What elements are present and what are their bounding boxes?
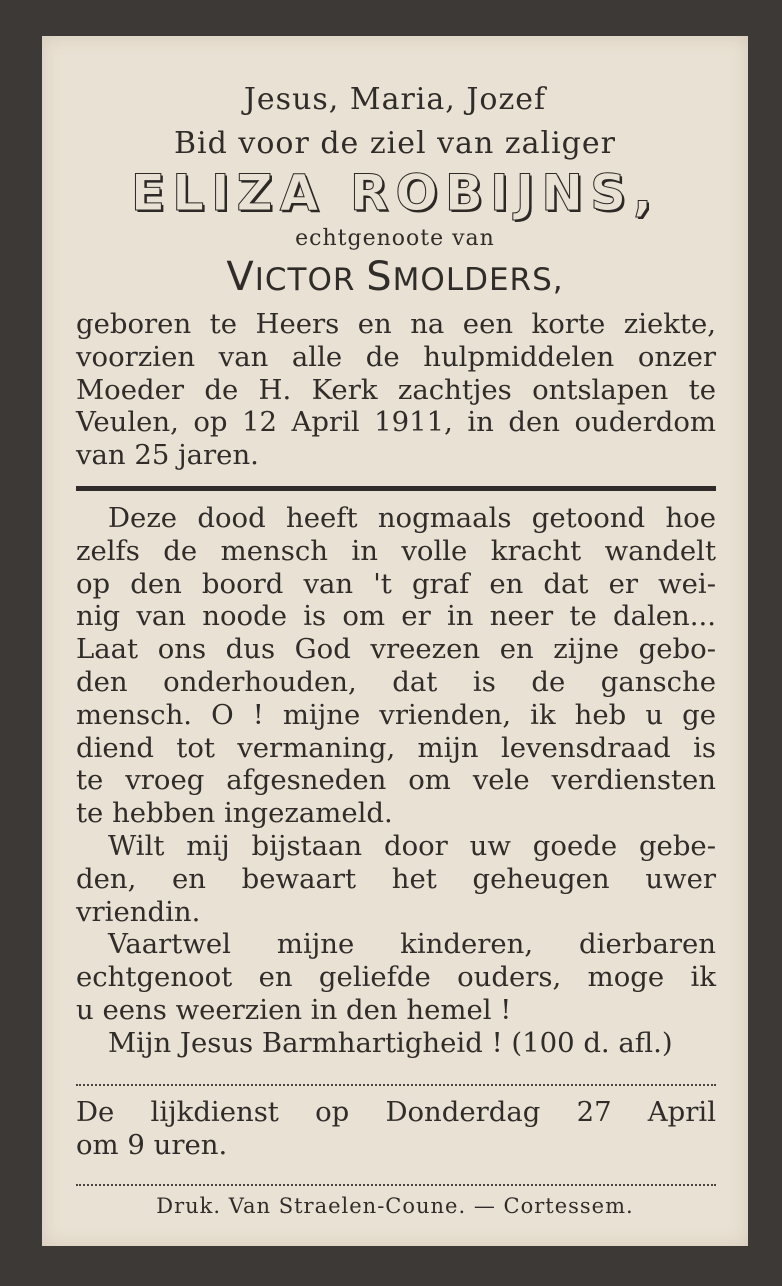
funeral-line: De lijkdienst op Donderdag 27 April xyxy=(76,1096,716,1128)
printer-imprint: Druk. Van Straelen-Coune. — Cortessem. xyxy=(156,1194,634,1218)
meditation-line: diend tot vermaning, mijn levensdraad is xyxy=(76,731,716,764)
meditation-line: te vroeg afgesneden om vele verdiensten xyxy=(76,764,716,797)
meditation-line: Deze dood heeft nogmaals getoond hoe xyxy=(108,502,716,534)
spouse-name: VICTOR SMOLDERS, xyxy=(226,254,564,300)
bio-line: Veulen, op 12 April 1911, in den ouderdom xyxy=(76,406,716,439)
dotted-separator xyxy=(76,1184,716,1186)
separator-rule xyxy=(76,486,716,491)
meditation-line: te hebben ingezameld. xyxy=(76,797,393,830)
meditation-line: Wilt mij bijstaan door uw goede gebe- xyxy=(108,829,716,862)
memorial-card xyxy=(42,36,748,1246)
meditation-line: vriendin. xyxy=(76,895,201,928)
prayer-line: Bid voor de ziel van zaliger xyxy=(174,126,616,161)
ejaculation-line: Mijn Jesus Barmhartigheid ! (100 d. afl.) xyxy=(108,1026,673,1059)
meditation-line: nig van noode is om er in neer te dalen... xyxy=(76,600,716,633)
invocation: Jesus, Maria, Jozef xyxy=(243,82,547,117)
bio-line: geboren te Heers en na een korte ziekte, xyxy=(76,308,716,340)
spouse-intro: echtgenoote van xyxy=(295,226,495,251)
meditation xyxy=(76,502,716,1060)
meditation-line: echtgenoot en geliefde ouders, moge ik xyxy=(76,961,716,994)
dotted-separator xyxy=(76,1084,716,1086)
meditation-line: Laat ons dus God vreezen en zijne gebo- xyxy=(76,633,716,666)
meditation-line: mensch. O ! mijne vrienden, ik heb u ge xyxy=(76,698,716,731)
bio-line: van 25 jaren. xyxy=(76,439,259,472)
meditation-line: Vaartwel mijne kinderen, dierbaren xyxy=(108,928,716,961)
meditation-line: op den boord van 't graf en dat er wei- xyxy=(76,567,716,600)
bio-line: Moeder de H. Kerk zachtjes ontslapen te xyxy=(76,373,716,406)
deceased-name: ELIZA ROBIJNS, xyxy=(130,164,660,222)
funeral-notice xyxy=(76,1096,716,1162)
bio-line: voorzien van alle de hulpmiddelen onzer xyxy=(76,340,716,373)
meditation-line: den onderhouden, dat is de gansche xyxy=(76,665,716,698)
meditation-line: den, en bewaart het geheugen uwer xyxy=(76,862,716,895)
funeral-line: om 9 uren. xyxy=(76,1128,228,1161)
biography xyxy=(76,308,716,472)
meditation-line: zelfs de mensch in volle kracht wandelt xyxy=(76,534,716,567)
meditation-line: u eens weerzien in den hemel ! xyxy=(76,993,512,1026)
